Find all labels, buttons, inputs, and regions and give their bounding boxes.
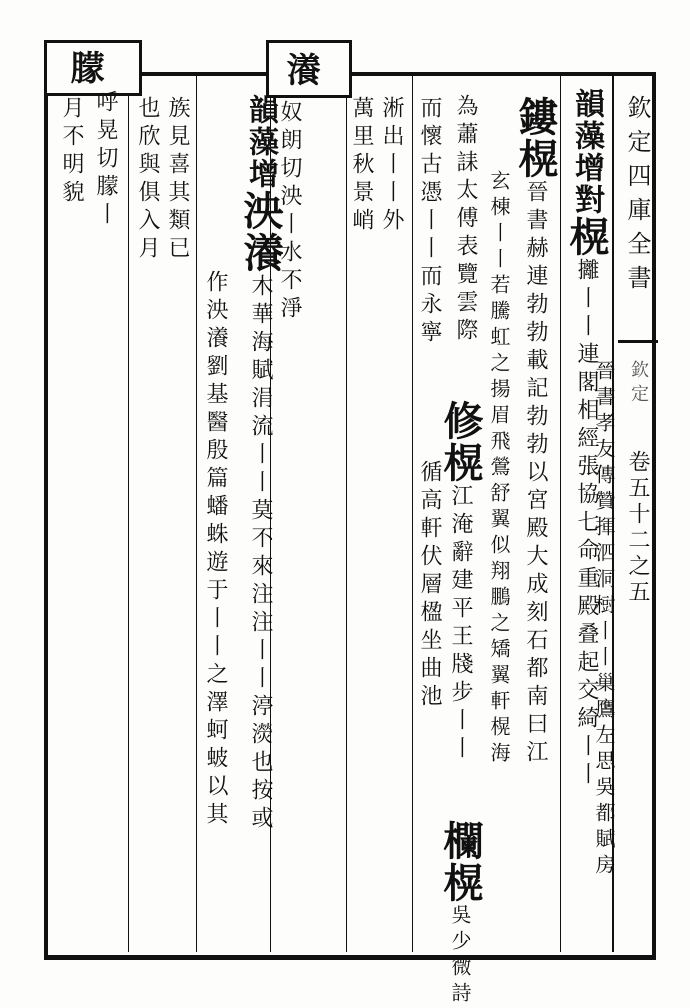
entry-heading: 韻藻增 <box>243 94 278 190</box>
entry-headword: 泱瀁 <box>237 190 284 274</box>
column-9 <box>437 820 484 1008</box>
column-text: 木華海賦涓流丨丨莫不來注注丨丨渟濙也按或 <box>248 274 273 834</box>
column-14 <box>204 270 226 830</box>
volume-label: 卷五十二之五 <box>625 450 650 606</box>
column-10 <box>380 96 402 236</box>
column-text: 呼晃切朦丨 <box>93 90 118 230</box>
entry-heading: 韻藻增對 <box>569 88 604 216</box>
column-text: 晉書孝友傳贊揮泗洞𣗳丨丨巢鷹左思吳都賦房 <box>592 360 616 880</box>
column-15 <box>166 96 188 264</box>
tab-left-char: 朦 <box>64 50 104 84</box>
column-rule <box>128 76 129 952</box>
book-title: 欽定四庫全書 <box>623 95 651 299</box>
column-13 <box>237 94 284 834</box>
column-text: 攡丨丨連閣相經張協七命重殿叠起交綺丨丨 <box>574 258 599 790</box>
column-16 <box>136 96 158 264</box>
fishtail-mark <box>618 340 658 343</box>
column-18 <box>60 96 82 208</box>
column-2 <box>593 360 615 880</box>
column-text: 淅出丨丨外 <box>379 96 404 236</box>
tab-mid-char: 瀁 <box>280 52 320 86</box>
margin-corner: 欽定 <box>628 360 649 408</box>
entry-headword: 修榥 <box>437 400 484 484</box>
column-11 <box>350 96 372 236</box>
column-text: 晉書赫連勃勃載記勃勃以宮殿大成刻石都南曰江 <box>523 180 548 768</box>
column-text: 而懷古憑丨丨而永寧 <box>417 96 442 348</box>
column-text: 為蕭誄太傅表覽雲際 <box>453 94 478 346</box>
column-text: 族見喜其類已 <box>165 96 190 264</box>
column-text: 吳少微詩 <box>448 904 472 1008</box>
column-text: 奴朗切泱丨水不淨 <box>277 100 302 324</box>
column-text: 萬里秋景峭 <box>349 96 374 236</box>
column-rule <box>196 76 197 952</box>
column-8 <box>418 460 440 712</box>
column-7 <box>418 96 440 348</box>
column-rule <box>412 76 413 952</box>
column-4 <box>488 170 510 768</box>
column-text: 循高軒伏層楹坐曲池 <box>417 460 442 712</box>
column-text: 玄棟丨丨若騰虹之揚眉飛鶯舒翼似翔鵬之矯翼軒榥海 <box>487 170 511 768</box>
column-6 <box>437 400 484 764</box>
column-5 <box>454 94 476 346</box>
column-text: 江淹辭建平王牋步丨丨 <box>448 484 473 764</box>
column-17 <box>94 90 116 230</box>
column-rule <box>346 76 347 952</box>
entry-headword: 鏤榥 <box>512 96 559 180</box>
entry-headword: 欄榥 <box>437 820 484 904</box>
column-rule <box>560 76 561 952</box>
inner-rule <box>44 955 654 958</box>
column-text: 月不明貌 <box>59 96 84 208</box>
column-text: 作泱瀁劉基醫殷篇蟠蛛遊于丨丨之澤蚵蚾以其 <box>203 270 228 830</box>
column-3 <box>512 96 559 768</box>
column-text: 也欣與俱入月 <box>135 96 160 264</box>
entry-headword: 榥 <box>563 216 610 258</box>
